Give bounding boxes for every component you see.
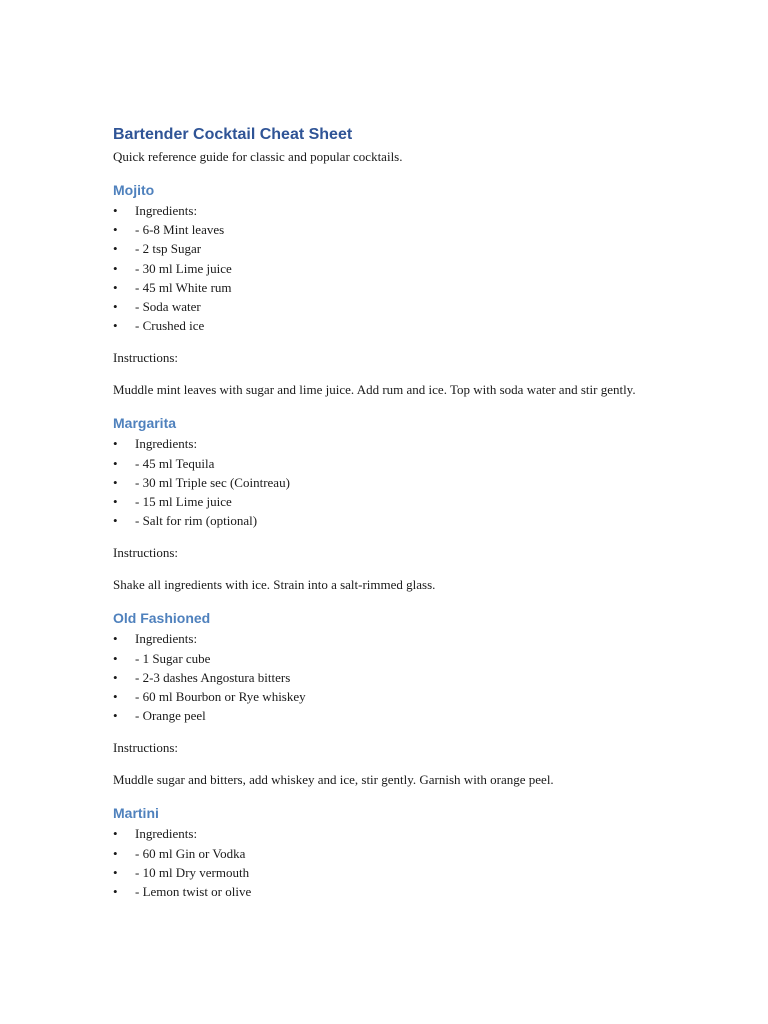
bullet-icon: • <box>113 631 118 647</box>
ingredient-list <box>113 824 653 901</box>
bullet-icon: • <box>113 260 118 276</box>
list-item-text: - 6-8 Mint leaves <box>135 222 225 238</box>
bullet-icon: • <box>113 318 118 334</box>
list-item <box>113 629 653 648</box>
list-item <box>113 297 653 316</box>
list-item-text: - 10 ml Dry vermouth <box>135 864 250 880</box>
bullet-icon: • <box>113 845 118 861</box>
list-item-text: Ingredients: <box>135 826 198 842</box>
bullet-icon: • <box>113 884 118 900</box>
list-item-text: - 2 tsp Sugar <box>135 241 202 257</box>
list-item-text: - 30 ml Triple sec (Cointreau) <box>135 474 290 490</box>
ingredient-list <box>113 434 653 530</box>
list-item-text: Ingredients: <box>135 203 198 218</box>
bullet-icon: • <box>113 203 118 218</box>
bullet-icon: • <box>113 864 118 880</box>
list-item <box>113 259 653 278</box>
list-item-text: - Orange peel <box>135 708 206 724</box>
bullet-icon: • <box>113 513 118 529</box>
bullet-icon: • <box>113 474 118 490</box>
list-item <box>113 882 653 901</box>
cocktail-sections <box>113 180 653 901</box>
list-item-text: Ingredients: <box>135 436 198 452</box>
list-item <box>113 239 653 258</box>
bullet-icon: • <box>113 708 118 724</box>
bullet-icon: • <box>113 826 118 842</box>
list-item <box>113 316 653 335</box>
bullet-icon: • <box>113 279 118 295</box>
instructions-text: Muddle sugar and bitters, add whiskey and ice, stir gently. Garnish with orange peel. <box>113 772 554 788</box>
list-item <box>113 649 653 668</box>
list-item <box>113 706 653 725</box>
cocktail-section <box>113 413 653 594</box>
instructions-text: Muddle mint leaves with sugar and lime juice. Add rum and ice. Top with soda water and stir gently. <box>113 382 636 398</box>
list-item <box>113 824 653 843</box>
cocktail-section <box>113 608 653 789</box>
page-title: Bartender Cocktail Cheat Sheet <box>113 126 353 143</box>
list-item-text: - 60 ml Gin or Vodka <box>135 845 246 861</box>
list-item <box>113 220 653 239</box>
list-item-text: - 15 ml Lime juice <box>135 494 232 510</box>
bullet-icon: • <box>113 299 118 315</box>
list-item <box>113 687 653 706</box>
list-item <box>113 278 653 297</box>
cocktail-section <box>113 180 653 399</box>
ingredient-list <box>113 629 653 725</box>
bullet-icon: • <box>113 222 118 238</box>
instructions-label: Instructions: <box>113 740 178 756</box>
instructions-label: Instructions: <box>113 545 178 561</box>
list-item <box>113 844 653 863</box>
list-item-text: - Lemon twist or olive <box>135 884 252 900</box>
cocktail-heading: Margarita <box>113 415 177 432</box>
cocktail-heading: Martini <box>113 805 159 822</box>
list-item-text: - 30 ml Lime juice <box>135 260 232 276</box>
list-item-text: Ingredients: <box>135 631 198 647</box>
bullet-icon: • <box>113 436 118 452</box>
cocktail-heading: Mojito <box>113 182 155 198</box>
list-item-text: - 2-3 dashes Angostura bitters <box>135 669 291 685</box>
page-subtitle: Quick reference guide for classic and popular cocktails. <box>113 149 403 164</box>
list-item-text: - 45 ml Tequila <box>135 455 215 471</box>
list-item-text: - Soda water <box>135 299 201 315</box>
bullet-icon: • <box>113 650 118 666</box>
bullet-icon: • <box>113 455 118 471</box>
ingredient-list <box>113 201 653 335</box>
list-item <box>113 863 653 882</box>
cocktail-section <box>113 803 653 901</box>
bullet-icon: • <box>113 241 118 257</box>
list-item-text: - 1 Sugar cube <box>135 650 211 666</box>
bullet-icon: • <box>113 494 118 510</box>
list-item <box>113 668 653 687</box>
list-item <box>113 434 653 453</box>
document-page <box>113 124 653 901</box>
bullet-icon: • <box>113 689 118 705</box>
list-item-text: - Crushed ice <box>135 318 205 334</box>
bullet-icon: • <box>113 669 118 685</box>
cocktail-heading: Old Fashioned <box>113 610 211 627</box>
list-item <box>113 201 653 220</box>
list-item <box>113 492 653 511</box>
list-item <box>113 511 653 530</box>
list-item-text: - 45 ml White rum <box>135 279 232 295</box>
list-item-text: - Salt for rim (optional) <box>135 513 258 529</box>
instructions-label: Instructions: <box>113 350 178 366</box>
instructions-text: Shake all ingredients with ice. Strain into a salt-rimmed glass. <box>113 577 436 593</box>
list-item <box>113 473 653 492</box>
list-item <box>113 454 653 473</box>
list-item-text: - 60 ml Bourbon or Rye whiskey <box>135 689 306 705</box>
